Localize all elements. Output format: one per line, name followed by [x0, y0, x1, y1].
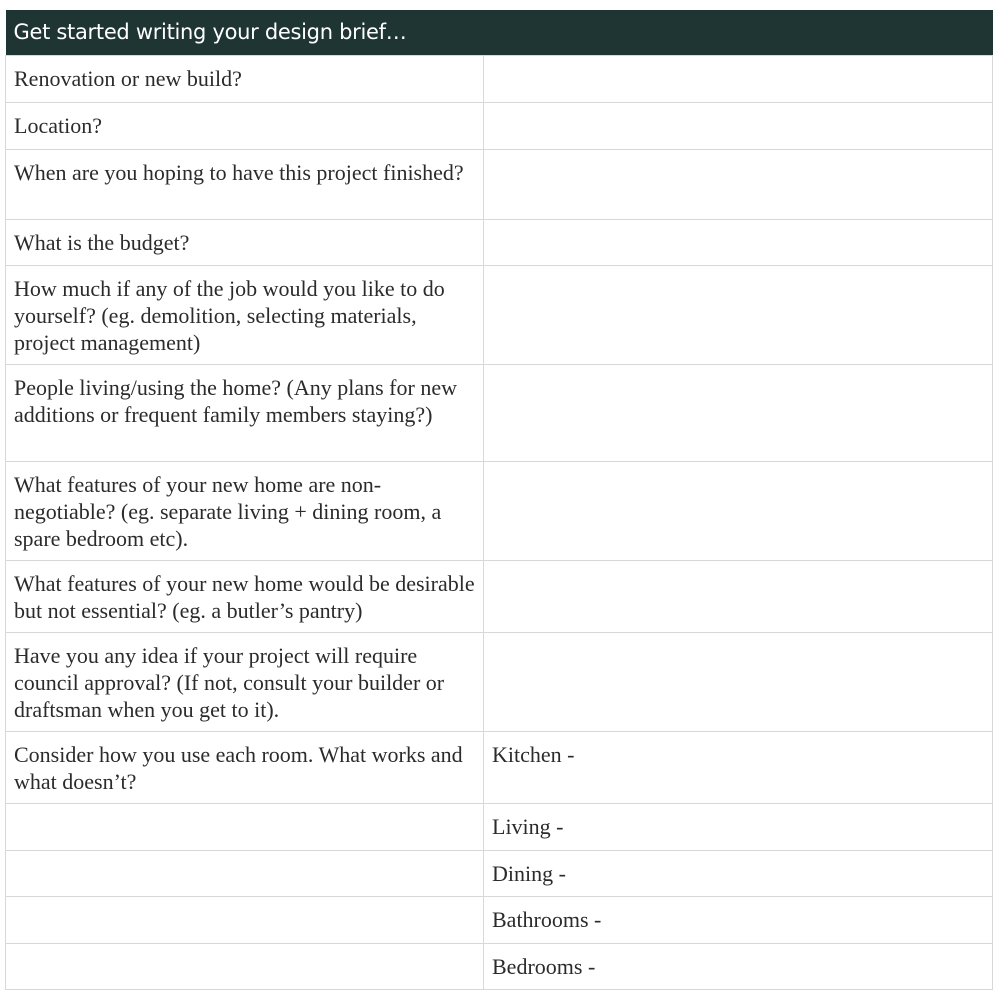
table-row: [6, 896, 993, 943]
answer-cell-bathrooms[interactable]: Bathrooms -: [484, 896, 993, 943]
question-cell: Renovation or new build?: [6, 55, 484, 102]
answer-cell[interactable]: [484, 149, 993, 219]
answer-cell[interactable]: [484, 632, 993, 731]
answer-cell-kitchen[interactable]: Kitchen -: [484, 731, 993, 803]
question-cell: [6, 896, 484, 943]
table-row: [6, 943, 993, 989]
header-row: [6, 10, 993, 55]
table-row: [6, 731, 993, 803]
answer-cell[interactable]: [484, 102, 993, 149]
table-row: [6, 850, 993, 896]
answer-cell[interactable]: [484, 461, 993, 560]
question-cell: How much if any of the job would you like to do yourself? (eg. demolition, selecting materials, project management): [6, 265, 484, 364]
question-cell: [6, 850, 484, 896]
table-row: [6, 55, 993, 102]
table-row: [6, 149, 993, 219]
question-cell: Have you any idea if your project will require council approval? (If not, consult your builder or draftsman when you get to it).: [6, 632, 484, 731]
question-cell: Consider how you use each room. What works and what doesn’t?: [6, 731, 484, 803]
table-row: [6, 803, 993, 850]
answer-cell-living[interactable]: Living -: [484, 803, 993, 850]
answer-cell[interactable]: [484, 265, 993, 364]
answer-cell-dining[interactable]: Dining -: [484, 850, 993, 896]
answer-cell[interactable]: [484, 560, 993, 632]
table-row: [6, 632, 993, 731]
answer-cell-bedrooms[interactable]: Bedrooms -: [484, 943, 993, 989]
table-row: [6, 265, 993, 364]
question-cell: Location?: [6, 102, 484, 149]
question-cell: People living/using the home? (Any plans for new additions or frequent family members staying?): [6, 364, 484, 461]
table-row: [6, 102, 993, 149]
table-row: [6, 560, 993, 632]
question-cell: When are you hoping to have this project finished?: [6, 149, 484, 219]
question-cell: What features of your new home are non-negotiable? (eg. separate living + dining room, a spare bedroom etc).: [6, 461, 484, 560]
question-cell: What is the budget?: [6, 219, 484, 265]
design-brief-table: [5, 10, 993, 990]
question-cell: [6, 943, 484, 989]
question-cell: [6, 803, 484, 850]
answer-cell[interactable]: [484, 219, 993, 265]
brief-title: Get started writing your design brief…: [6, 10, 993, 55]
answer-cell[interactable]: [484, 364, 993, 461]
table-row: [6, 461, 993, 560]
table-row: [6, 219, 993, 265]
question-cell: What features of your new home would be desirable but not essential? (eg. a butler’s pantry): [6, 560, 484, 632]
answer-cell[interactable]: [484, 55, 993, 102]
table-row: [6, 364, 993, 461]
